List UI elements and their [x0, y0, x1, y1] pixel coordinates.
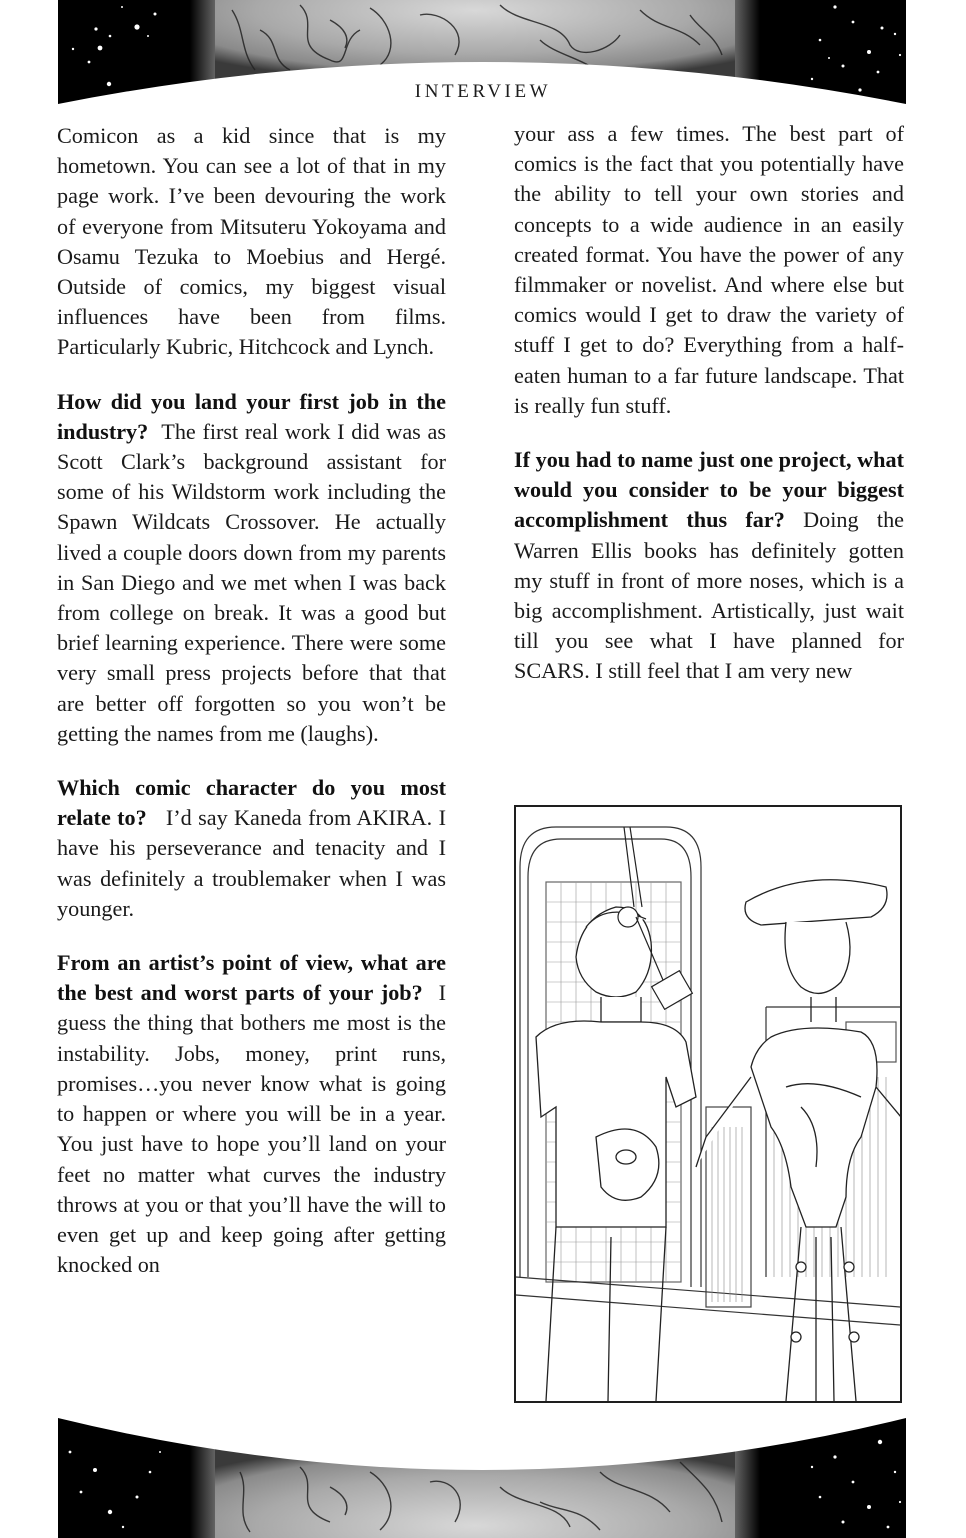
footer-banner — [0, 1412, 966, 1538]
answer-text: Doing the Warren Ellis books has definitely gotten my stuff in front of more noses, which is a big accomplishment. Artistically, just wait till you see what I have planned for SCARS. I still feel that I am very new — [514, 507, 905, 684]
qa-paragraph — [57, 773, 446, 924]
right-column — [514, 119, 904, 711]
question-text: How did you land your first job in the industry? — [57, 388, 446, 444]
answer-text: your ass a few times. The best part of comics is the fact that you potentially have the ability to tell your own stories and concepts to a wide audience in an easily created format. You have the power of any filmmaker or novelist. And where else but comics would I get to draw the variety of stuff I get to do? Everything from a half-eaten human to a far future landscape. That is really fun stuff. — [514, 121, 904, 418]
section-label: INTERVIEW — [414, 81, 552, 102]
qa-paragraph — [57, 387, 446, 749]
interview-illustration — [514, 805, 902, 1403]
paragraph — [514, 119, 904, 421]
qa-paragraph — [514, 445, 904, 687]
planet-starfield-art — [0, 1412, 966, 1538]
answer-text: The first real work I did was as Scott Clark’s background assistant for some of his Wildstorm work including the Spawn Wildcats Crossover. He actually lived a couple doors down from my parents in San Diego and we met when I was back from college on break. It was a good but brief learning experience. There were some very small press projects before that that are better off forgotten so you won’t be getting the names from me (laughs). — [57, 418, 446, 746]
qa-paragraph — [57, 948, 446, 1280]
question-text: If you had to name just one project, what would you consider to be your biggest accomplishment thus far? — [514, 447, 904, 533]
answer-text: I guess the thing that bothers me most is the instability. Jobs, money, print runs, promises…you never know what is going to happen or where you will be in a year. You just have to hope you’ll land on your feet no matter what curves the industry throws at you or that you’ll have the will to even get up and keep going after getting knocked on — [57, 980, 447, 1278]
question-text: From an artist’s point of view, what are the best and worst parts of your job? — [57, 950, 446, 1006]
left-column — [57, 121, 446, 1304]
answer-text: I’d say Kaneda from AKIRA. I have his perseverance and tenacity and I was definitely a troublemaker when I was younger. — [57, 805, 446, 921]
line-art-drawing — [516, 807, 900, 1401]
question-text: Which comic character do you most relate to? — [57, 775, 446, 831]
answer-text: Comicon as a kid since that is my hometown. You can see a lot of that in my page work. I’ve been devouring the work of everyone from Mitsuteru Yokoyama and Osamu Tezuka to Moebius and Hergé. Outside of comics, my biggest visual influences have been from films. Particularly Kubric, Hitchcock and Lynch. — [57, 123, 446, 360]
paragraph — [57, 121, 446, 363]
